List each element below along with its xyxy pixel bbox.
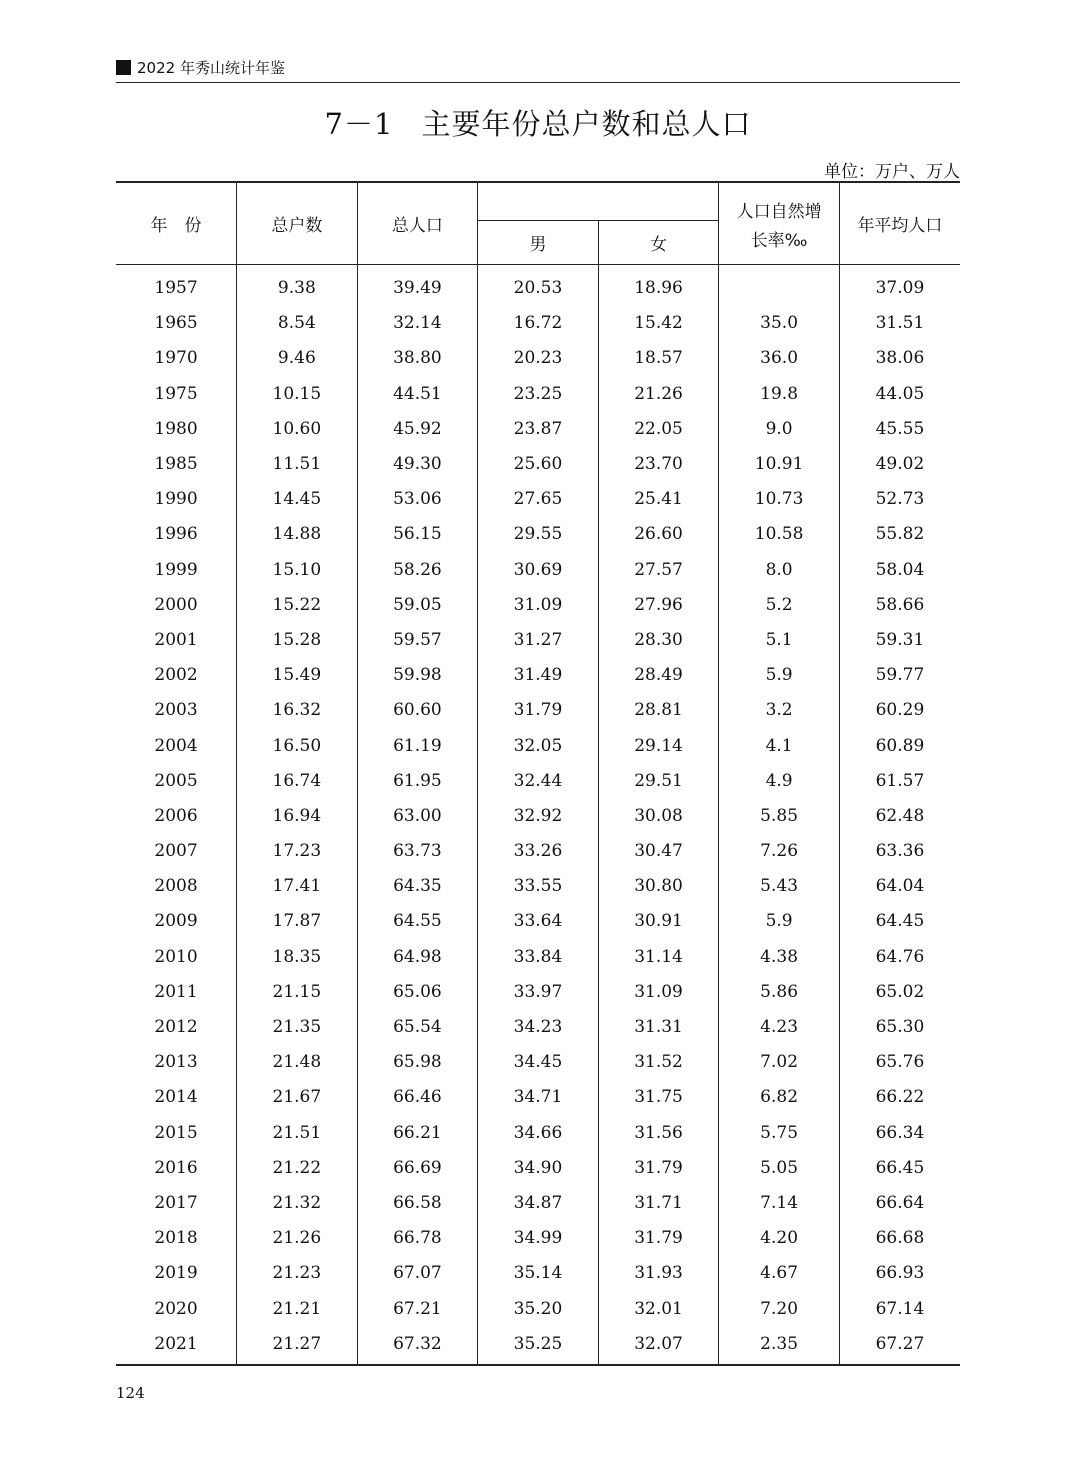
year-cell: 2010 — [154, 946, 198, 967]
male-cell: 31.27 — [478, 623, 599, 658]
year-cell: 2009 — [154, 911, 198, 932]
households-cell: 21.32 — [237, 1186, 358, 1221]
male-cell: 34.23 — [478, 1010, 599, 1045]
households-cell: 17.87 — [237, 904, 358, 939]
male-cell: 34.90 — [478, 1151, 599, 1186]
households-cell: 21.35 — [237, 1010, 358, 1045]
table-row — [116, 869, 960, 904]
avg-population-cell: 60.29 — [839, 693, 960, 728]
female-cell: 31.09 — [598, 975, 719, 1010]
population-cell: 66.69 — [357, 1151, 478, 1186]
table-title — [116, 102, 960, 143]
households-cell: 21.22 — [237, 1151, 358, 1186]
growth-rate-cell: 6.82 — [719, 1080, 840, 1115]
table-row — [116, 482, 960, 517]
page-number: 124 — [116, 1384, 145, 1402]
growth-rate-cell: 36.0 — [719, 341, 840, 376]
male-cell: 35.14 — [478, 1256, 599, 1291]
avg-population-cell: 45.55 — [839, 412, 960, 447]
households-cell: 16.94 — [237, 799, 358, 834]
growth-rate-cell: 5.9 — [719, 658, 840, 693]
growth-rate-cell: 8.0 — [719, 553, 840, 588]
growth-rate-cell: 4.1 — [719, 728, 840, 763]
households-cell: 16.50 — [237, 728, 358, 763]
year-cell: 2011 — [154, 981, 198, 1002]
header-growth-rate-line1: 人口自然增 — [736, 201, 822, 222]
header-growth-rate-line2: 长率‰ — [750, 230, 808, 251]
avg-population-cell: 67.14 — [839, 1291, 960, 1326]
households-cell: 8.54 — [237, 306, 358, 341]
table-row — [116, 834, 960, 869]
growth-rate-cell: 19.8 — [719, 377, 840, 412]
households-cell: 15.49 — [237, 658, 358, 693]
table-row — [116, 799, 960, 834]
table-row — [116, 1045, 960, 1080]
avg-population-cell: 66.93 — [839, 1256, 960, 1291]
year-cell: 2002 — [154, 665, 198, 686]
growth-rate-cell: 5.86 — [719, 975, 840, 1010]
growth-rate-cell: 4.38 — [719, 940, 840, 975]
growth-rate-cell: 5.1 — [719, 623, 840, 658]
households-cell: 21.23 — [237, 1256, 358, 1291]
avg-population-cell: 66.34 — [839, 1116, 960, 1151]
table-row — [116, 1221, 960, 1256]
households-cell: 21.15 — [237, 975, 358, 1010]
population-cell: 45.92 — [357, 412, 478, 447]
female-cell: 25.41 — [598, 482, 719, 517]
avg-population-cell: 55.82 — [839, 517, 960, 552]
table-row — [116, 1186, 960, 1221]
male-cell: 34.87 — [478, 1186, 599, 1221]
population-cell: 32.14 — [357, 306, 478, 341]
population-table — [116, 181, 960, 1366]
year-cell: 2013 — [154, 1052, 198, 1073]
households-cell: 9.46 — [237, 341, 358, 376]
female-cell: 27.57 — [598, 553, 719, 588]
growth-rate-cell: 35.0 — [719, 306, 840, 341]
male-cell: 33.64 — [478, 904, 599, 939]
year-cell: 2004 — [154, 735, 198, 756]
year-cell: 1957 — [154, 278, 198, 299]
male-cell: 27.65 — [478, 482, 599, 517]
running-title: 2022 年秀山统计年鉴 — [137, 59, 285, 77]
year-cell: 2017 — [154, 1192, 198, 1213]
avg-population-cell: 64.04 — [839, 869, 960, 904]
population-cell: 64.98 — [357, 940, 478, 975]
table-row — [116, 1256, 960, 1291]
male-cell: 32.05 — [478, 728, 599, 763]
growth-rate-cell: 7.20 — [719, 1291, 840, 1326]
population-cell: 64.35 — [357, 869, 478, 904]
growth-rate-cell: 3.2 — [719, 693, 840, 728]
population-cell: 67.32 — [357, 1327, 478, 1365]
population-cell: 60.60 — [357, 693, 478, 728]
growth-rate-cell: 4.20 — [719, 1221, 840, 1256]
households-cell: 10.15 — [237, 377, 358, 412]
female-cell: 21.26 — [598, 377, 719, 412]
population-cell: 63.00 — [357, 799, 478, 834]
growth-rate-cell: 7.14 — [719, 1186, 840, 1221]
female-cell: 22.05 — [598, 412, 719, 447]
population-cell: 39.49 — [357, 265, 478, 307]
households-cell: 16.74 — [237, 764, 358, 799]
header-block-icon — [116, 60, 131, 75]
male-cell: 16.72 — [478, 306, 599, 341]
year-cell: 2000 — [154, 594, 198, 615]
avg-population-cell: 64.45 — [839, 904, 960, 939]
female-cell: 28.30 — [598, 623, 719, 658]
year-cell: 1980 — [154, 418, 198, 439]
year-cell: 2021 — [154, 1333, 198, 1354]
male-cell: 34.45 — [478, 1045, 599, 1080]
avg-population-cell: 49.02 — [839, 447, 960, 482]
year-cell: 2020 — [154, 1298, 198, 1319]
population-cell: 64.55 — [357, 904, 478, 939]
male-cell: 31.49 — [478, 658, 599, 693]
population-cell: 44.51 — [357, 377, 478, 412]
male-cell: 35.20 — [478, 1291, 599, 1326]
table-row — [116, 975, 960, 1010]
households-cell: 21.21 — [237, 1291, 358, 1326]
households-cell: 17.23 — [237, 834, 358, 869]
growth-rate-cell: 4.9 — [719, 764, 840, 799]
male-cell: 33.26 — [478, 834, 599, 869]
households-cell: 21.51 — [237, 1116, 358, 1151]
year-cell: 1996 — [154, 524, 198, 545]
population-cell: 38.80 — [357, 341, 478, 376]
table-row — [116, 306, 960, 341]
year-cell: 2008 — [154, 876, 198, 897]
growth-rate-cell: 10.91 — [719, 447, 840, 482]
growth-rate-cell: 4.23 — [719, 1010, 840, 1045]
female-cell: 23.70 — [598, 447, 719, 482]
male-cell: 23.25 — [478, 377, 599, 412]
avg-population-cell: 38.06 — [839, 341, 960, 376]
male-cell: 31.09 — [478, 588, 599, 623]
female-cell: 31.56 — [598, 1116, 719, 1151]
households-cell: 21.27 — [237, 1327, 358, 1365]
table-row — [116, 1010, 960, 1045]
female-cell: 31.93 — [598, 1256, 719, 1291]
households-cell: 15.28 — [237, 623, 358, 658]
population-cell: 66.78 — [357, 1221, 478, 1256]
growth-rate-cell: 4.67 — [719, 1256, 840, 1291]
population-cell: 61.95 — [357, 764, 478, 799]
header-female: 女 — [598, 221, 719, 265]
male-cell: 33.55 — [478, 869, 599, 904]
table-header — [116, 182, 960, 265]
table-title-text: 主要年份总户数和总人口 — [421, 107, 752, 141]
avg-population-cell: 65.30 — [839, 1010, 960, 1045]
table-row — [116, 1327, 960, 1365]
female-cell: 30.08 — [598, 799, 719, 834]
header-households: 总户数 — [237, 182, 358, 265]
female-cell: 29.14 — [598, 728, 719, 763]
growth-rate-cell: 7.26 — [719, 834, 840, 869]
households-cell: 21.48 — [237, 1045, 358, 1080]
table-row — [116, 728, 960, 763]
avg-population-cell: 60.89 — [839, 728, 960, 763]
female-cell: 30.80 — [598, 869, 719, 904]
table-row — [116, 1116, 960, 1151]
table-row — [116, 517, 960, 552]
male-cell: 34.66 — [478, 1116, 599, 1151]
female-cell: 32.07 — [598, 1327, 719, 1365]
table-row — [116, 658, 960, 693]
avg-population-cell: 66.68 — [839, 1221, 960, 1256]
avg-population-cell: 58.04 — [839, 553, 960, 588]
year-cell: 1985 — [154, 454, 198, 475]
female-cell: 31.75 — [598, 1080, 719, 1115]
population-cell: 59.98 — [357, 658, 478, 693]
households-cell: 11.51 — [237, 447, 358, 482]
female-cell: 31.52 — [598, 1045, 719, 1080]
avg-population-cell: 65.02 — [839, 975, 960, 1010]
female-cell: 28.81 — [598, 693, 719, 728]
year-cell: 2006 — [154, 805, 198, 826]
households-cell: 14.88 — [237, 517, 358, 552]
avg-population-cell: 66.45 — [839, 1151, 960, 1186]
avg-population-cell: 31.51 — [839, 306, 960, 341]
population-cell: 66.21 — [357, 1116, 478, 1151]
table-body — [116, 265, 960, 1365]
running-header — [116, 56, 960, 83]
year-cell: 1965 — [154, 313, 198, 334]
avg-population-cell: 52.73 — [839, 482, 960, 517]
year-cell: 2001 — [154, 629, 198, 650]
male-cell: 23.87 — [478, 412, 599, 447]
households-cell: 21.67 — [237, 1080, 358, 1115]
female-cell: 32.01 — [598, 1291, 719, 1326]
male-cell: 33.97 — [478, 975, 599, 1010]
avg-population-cell: 37.09 — [839, 265, 960, 307]
table-row — [116, 764, 960, 799]
male-cell: 20.53 — [478, 265, 599, 307]
table-row — [116, 447, 960, 482]
households-cell: 10.60 — [237, 412, 358, 447]
avg-population-cell: 64.76 — [839, 940, 960, 975]
year-cell: 2015 — [154, 1122, 198, 1143]
male-cell: 32.92 — [478, 799, 599, 834]
header-growth-rate — [719, 182, 840, 265]
growth-rate-cell: 9.0 — [719, 412, 840, 447]
households-cell: 21.26 — [237, 1221, 358, 1256]
growth-rate-cell: 10.58 — [719, 517, 840, 552]
female-cell: 31.14 — [598, 940, 719, 975]
table-row — [116, 940, 960, 975]
year-cell: 2007 — [154, 841, 198, 862]
female-cell: 31.79 — [598, 1151, 719, 1186]
households-cell: 15.10 — [237, 553, 358, 588]
population-cell: 67.21 — [357, 1291, 478, 1326]
year-cell: 2012 — [154, 1017, 198, 1038]
table-row — [116, 693, 960, 728]
table-row — [116, 588, 960, 623]
avg-population-cell: 58.66 — [839, 588, 960, 623]
male-cell: 33.84 — [478, 940, 599, 975]
population-cell: 59.57 — [357, 623, 478, 658]
female-cell: 31.71 — [598, 1186, 719, 1221]
growth-rate-cell: 5.2 — [719, 588, 840, 623]
avg-population-cell: 66.64 — [839, 1186, 960, 1221]
table-row — [116, 377, 960, 412]
table-row — [116, 412, 960, 447]
table-row — [116, 265, 960, 307]
avg-population-cell: 66.22 — [839, 1080, 960, 1115]
avg-population-cell: 67.27 — [839, 1327, 960, 1365]
female-cell: 28.49 — [598, 658, 719, 693]
header-avg-population: 年平均人口 — [839, 182, 960, 265]
female-cell: 27.96 — [598, 588, 719, 623]
households-cell: 16.32 — [237, 693, 358, 728]
male-cell: 31.79 — [478, 693, 599, 728]
female-cell: 15.42 — [598, 306, 719, 341]
male-cell: 32.44 — [478, 764, 599, 799]
year-cell: 1990 — [154, 489, 198, 510]
year-cell: 1999 — [154, 559, 198, 580]
population-cell: 56.15 — [357, 517, 478, 552]
female-cell: 30.91 — [598, 904, 719, 939]
female-cell: 29.51 — [598, 764, 719, 799]
growth-rate-cell: 2.35 — [719, 1327, 840, 1365]
female-cell: 30.47 — [598, 834, 719, 869]
female-cell: 31.31 — [598, 1010, 719, 1045]
population-cell: 65.98 — [357, 1045, 478, 1080]
male-cell: 20.23 — [478, 341, 599, 376]
male-cell: 30.69 — [478, 553, 599, 588]
population-cell: 66.46 — [357, 1080, 478, 1115]
unit-note: 单位：万户、万人 — [824, 162, 960, 182]
population-cell: 59.05 — [357, 588, 478, 623]
male-cell: 34.71 — [478, 1080, 599, 1115]
population-cell: 65.06 — [357, 975, 478, 1010]
year-cell: 2016 — [154, 1157, 198, 1178]
female-cell: 26.60 — [598, 517, 719, 552]
avg-population-cell: 44.05 — [839, 377, 960, 412]
growth-rate-cell: 5.85 — [719, 799, 840, 834]
population-cell: 49.30 — [357, 447, 478, 482]
growth-rate-cell: 5.43 — [719, 869, 840, 904]
male-cell: 34.99 — [478, 1221, 599, 1256]
table-row — [116, 553, 960, 588]
households-cell: 18.35 — [237, 940, 358, 975]
population-cell: 67.07 — [357, 1256, 478, 1291]
avg-population-cell: 63.36 — [839, 834, 960, 869]
population-cell: 61.19 — [357, 728, 478, 763]
female-cell: 31.79 — [598, 1221, 719, 1256]
header-male: 男 — [478, 221, 599, 265]
year-cell: 2018 — [154, 1228, 198, 1249]
growth-rate-cell: 10.73 — [719, 482, 840, 517]
avg-population-cell: 59.77 — [839, 658, 960, 693]
households-cell: 9.38 — [237, 265, 358, 307]
header-population: 总人口 — [357, 182, 478, 265]
growth-rate-cell: 5.75 — [719, 1116, 840, 1151]
population-cell: 66.58 — [357, 1186, 478, 1221]
households-cell: 17.41 — [237, 869, 358, 904]
table-row — [116, 623, 960, 658]
growth-rate-cell: 7.02 — [719, 1045, 840, 1080]
table-row — [116, 1291, 960, 1326]
header-sex-group — [478, 182, 719, 221]
avg-population-cell: 62.48 — [839, 799, 960, 834]
households-cell: 14.45 — [237, 482, 358, 517]
table-row — [116, 904, 960, 939]
year-cell: 2003 — [154, 700, 198, 721]
year-cell: 2005 — [154, 770, 198, 791]
male-cell: 25.60 — [478, 447, 599, 482]
households-cell: 15.22 — [237, 588, 358, 623]
avg-population-cell: 65.76 — [839, 1045, 960, 1080]
avg-population-cell: 59.31 — [839, 623, 960, 658]
population-cell: 53.06 — [357, 482, 478, 517]
year-cell: 2014 — [154, 1087, 198, 1108]
male-cell: 35.25 — [478, 1327, 599, 1365]
population-cell: 63.73 — [357, 834, 478, 869]
table-number: 7－1 — [324, 107, 394, 141]
growth-rate-cell: 5.9 — [719, 904, 840, 939]
growth-rate-cell — [719, 265, 840, 307]
year-cell: 1970 — [154, 348, 198, 369]
population-cell: 58.26 — [357, 553, 478, 588]
avg-population-cell: 61.57 — [839, 764, 960, 799]
header-year: 年 份 — [150, 216, 202, 236]
growth-rate-cell: 5.05 — [719, 1151, 840, 1186]
table-row — [116, 1080, 960, 1115]
year-cell: 1975 — [154, 383, 198, 404]
female-cell: 18.96 — [598, 265, 719, 307]
female-cell: 18.57 — [598, 341, 719, 376]
male-cell: 29.55 — [478, 517, 599, 552]
table-row — [116, 1151, 960, 1186]
population-cell: 65.54 — [357, 1010, 478, 1045]
table-row — [116, 341, 960, 376]
year-cell: 2019 — [154, 1263, 198, 1284]
